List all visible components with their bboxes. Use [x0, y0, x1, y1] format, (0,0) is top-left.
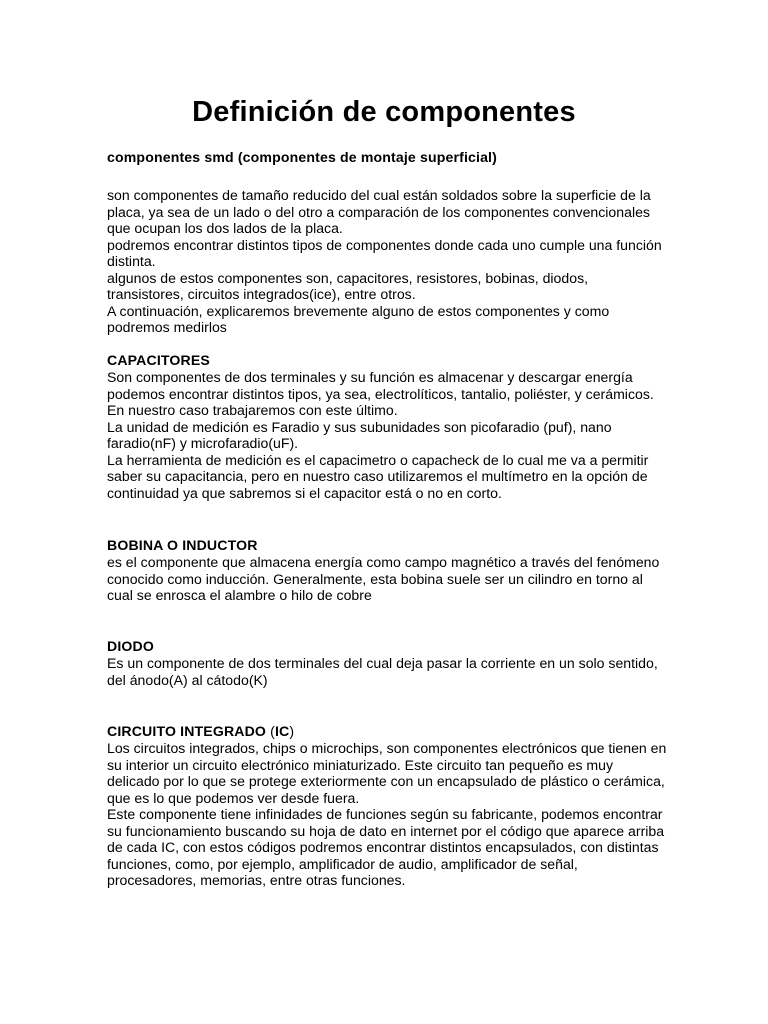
- intro-section: [107, 187, 667, 336]
- section-diodo: [107, 638, 667, 688]
- subtitle: componentes smd (componentes de montaje superficial): [107, 149, 497, 165]
- section-paragraph: La herramienta de medición es el capacimetro o capacheck de lo cual me va a permitir saber su capacitancia, pero en nuestro caso utilizaremos el multímetro en la opción de continuidad ya que sabremos si el capacitor está o no en corto.: [107, 451, 649, 501]
- section-paragraph: La unidad de medición es Faradio y sus subunidades son picofaradio (puf), nano faradio(nF) y microfaradio(uF).: [107, 418, 612, 451]
- section-paragraph: Son componentes de dos terminales y su función es almacenar y descargar energía podemos encontrar distintos tipos, ya sea, electrolíticos, tantalio, poliéster, y cerámicos.: [107, 369, 654, 402]
- subtitle-block: [107, 149, 667, 166]
- section-heading: [107, 723, 667, 740]
- section-heading: CAPACITORES: [107, 352, 210, 368]
- section-paragraph: es el componente que almacena energía como campo magnético a través del fenómeno conocido como inducción. Generalmente, esta bobina suele ser un cilindro en torno al cual se enrosca el alambre o hilo de cobre: [107, 554, 660, 603]
- section-capacitores: [107, 352, 667, 501]
- section-heading-open-paren: (: [266, 723, 275, 739]
- intro-paragraph: son componentes de tamaño reducido del cual están soldados sobre la superficie de la placa, ya sea de un lado o del otro a comparación de los componentes convencionales que ocupan los dos lados de la placa.: [107, 187, 651, 236]
- section-bobina: [107, 537, 667, 604]
- intro-paragraph: algunos de estos componentes son, capacitores, resistores, bobinas, diodos, transistores, circuitos integrados(ice), entre otros.: [107, 269, 589, 302]
- section-paragraph: Es un componente de dos terminales del cual deja pasar la corriente en un solo sentido, del ánodo(A) al cátodo(K): [107, 655, 658, 688]
- document-title: Definición de componentes: [192, 96, 576, 128]
- section-heading-close-paren: ): [289, 723, 295, 739]
- section-heading: DIODO: [107, 638, 154, 654]
- section-heading-main: CIRCUITO INTEGRADO: [107, 723, 267, 739]
- section-paragraph: Este componente tiene infinidades de funciones según su fabricante, podemos encontrar su funcionamiento buscando su hoja de dato en internet por el código que aparece arriba de cada IC, con estos códigos podremos encontrar distintos encapsulados, con distintas funciones, como, por ejemplo, amplificador de audio, amplificador de señal, procesadores, memorias, entre otras funciones.: [107, 806, 665, 888]
- section-circuito-integrado: [107, 723, 667, 889]
- section-heading-abbr: IC: [274, 723, 290, 739]
- intro-paragraph: A continuación, explicaremos brevemente alguno de estos componentes y como podremos medirlos: [107, 302, 610, 335]
- section-paragraph: Los circuitos integrados, chips o microchips, son componentes electrónicos que tienen en su interior un circuito electrónico miniaturizado. Este circuito tan pequeño es muy delicado por lo que se protege exteriormente con un encapsulado de plástico o cerámica, que es lo que podemos ver desde fuera.: [107, 740, 667, 806]
- section-heading: BOBINA O INDUCTOR: [107, 537, 258, 553]
- intro-paragraph: podremos encontrar distintos tipos de componentes donde cada uno cumple una función distinta.: [107, 236, 662, 269]
- section-paragraph: En nuestro caso trabajaremos con este último.: [107, 402, 398, 418]
